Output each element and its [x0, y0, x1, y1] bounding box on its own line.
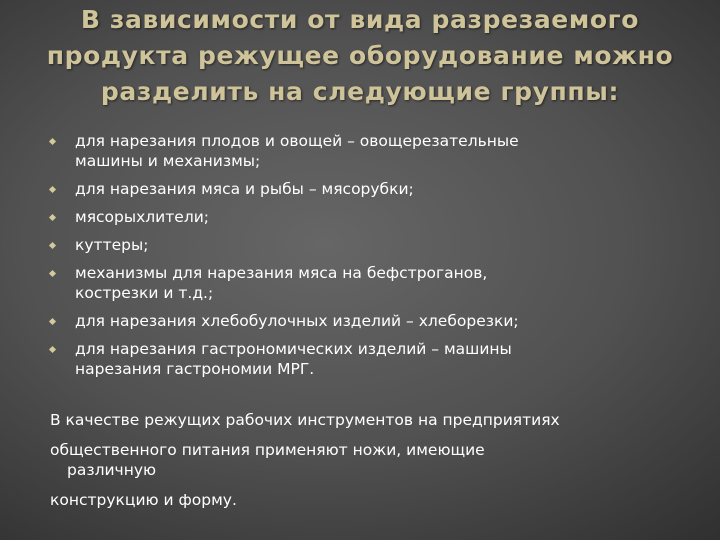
bullet-marker-icon: [49, 242, 56, 249]
list-item-text: для нарезания мяса и рыбы – мясорубки;: [75, 180, 414, 198]
list-item-text: кострезки и т.д.;: [75, 284, 214, 302]
bullet-marker-icon: [49, 270, 56, 277]
list-item: [48, 339, 668, 379]
list-item-text: нарезания гастрономии МРГ.: [75, 360, 315, 378]
list-item-text: для нарезания плодов и овощей – овощерезательные: [75, 132, 519, 150]
list-item: [48, 179, 668, 199]
list-item-text: мясорыхлители;: [75, 208, 210, 226]
bullet-marker-icon: [49, 346, 56, 353]
list-item-text: для нарезания гастрономических изделий – машины: [75, 340, 512, 358]
list-item-text: куттеры;: [75, 236, 149, 254]
paragraph-line: В качестве режущих рабочих инструментов на предприятиях: [50, 411, 560, 429]
bullet-marker-icon: [49, 186, 56, 193]
list-item: [48, 131, 668, 171]
list-item-text: механизмы для нарезания мяса на бефстроганов,: [75, 264, 488, 282]
list-item-text: машины и механизмы;: [75, 152, 261, 170]
bullet-marker-icon: [49, 138, 56, 145]
list-item: [48, 311, 668, 331]
list-item-text: для нарезания хлебобулочных изделий – хлеборезки;: [75, 312, 519, 330]
list-item: [48, 263, 668, 303]
slide-title: В зависимости от вида разрезаемого продукта режущее оборудование можно разделить на следующие группы:: [46, 5, 674, 106]
bullet-list: [48, 131, 668, 387]
paragraph-line: различную: [67, 461, 157, 479]
bullet-marker-icon: [49, 318, 56, 325]
paragraph-line: общественного питания применяют ножи, имеющие: [50, 441, 485, 459]
paragraph-line: конструкцию и форму.: [50, 491, 237, 509]
list-item: [48, 207, 668, 227]
list-item: [48, 235, 668, 255]
bullet-marker-icon: [49, 214, 56, 221]
